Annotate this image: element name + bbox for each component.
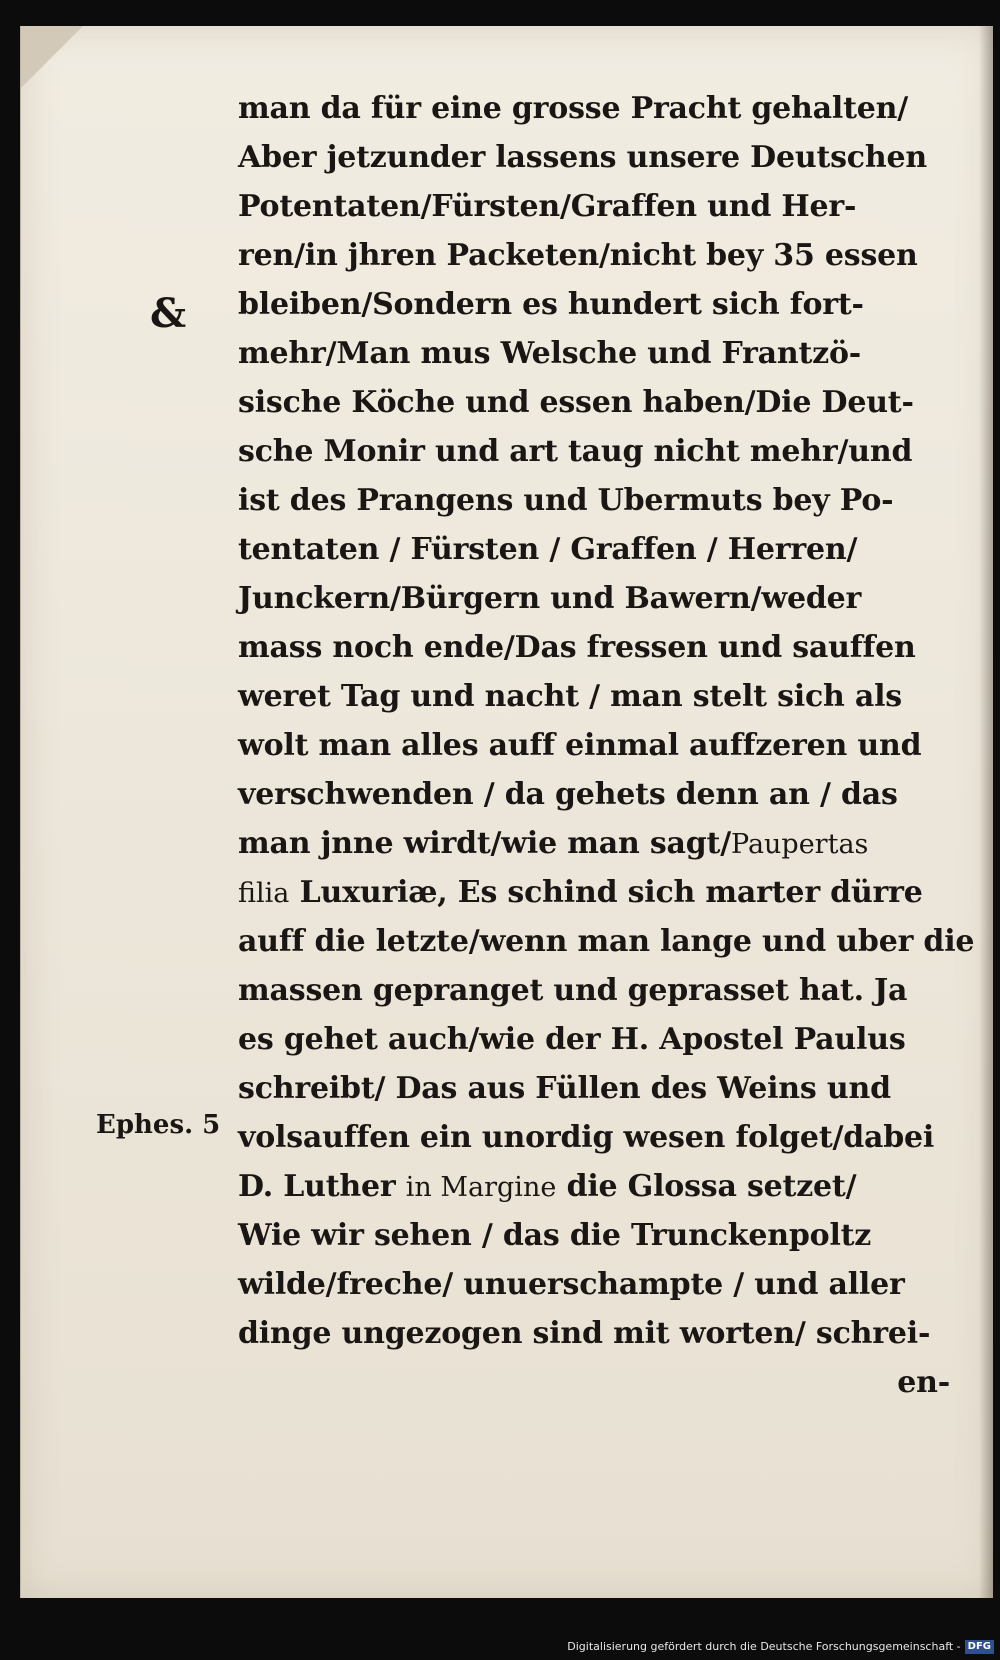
text-block <box>238 84 975 1407</box>
digitization-footer <box>0 1636 1000 1658</box>
text-line-2: Aber jetzunder lassens unsere Deutschen <box>238 140 927 175</box>
text-line-3: Potentaten/Fürsten/Graffen und Her- <box>238 189 857 224</box>
text-line-13: weret Tag und nacht / man stelt sich als <box>238 679 902 714</box>
text-line-8: sche Monir und art taug nicht mehr/und <box>238 434 913 469</box>
dfg-logo: DFG <box>965 1640 994 1654</box>
text-line-24: Wie wir sehen / das die Trunckenpoltz <box>238 1218 872 1253</box>
catchword: en- <box>897 1365 950 1400</box>
text-line-6: mehr/Man mus Welsche und Frantzö- <box>238 336 862 371</box>
text-line-26: dinge ungezogen sind mit worten/ schrei- <box>238 1316 931 1351</box>
text-line-16-fraktur: man jnne wirdt/wie man sagt/ <box>238 826 731 861</box>
text-line-20: es gehet auch/wie der H. Apostel Paulus <box>238 1022 906 1057</box>
text-line-17-fraktur: Luxuriæ, Es schind sich marter dürre <box>299 875 923 910</box>
latin-paupertas: Paupertas <box>730 829 869 860</box>
text-line-14: wolt man alles auff einmal auffzeren und <box>238 728 922 763</box>
footer-text: Digitalisierung gefördert durch die Deutsche Forschungsgemeinschaft - <box>567 1640 961 1653</box>
text-line-23-fraktur: D. Luther <box>238 1169 396 1204</box>
text-line-15: verschwenden / da gehets denn an / das <box>238 777 898 812</box>
text-line-23 <box>238 1162 950 1211</box>
text-line-25: wilde/freche/ unuerschampte / und aller <box>238 1267 905 1302</box>
text-line-21: schreibt/ Das aus Füllen des Weins und <box>238 1071 891 1106</box>
text-line-18: auff die letzte/wenn man lange und uber die <box>238 924 975 959</box>
margin-reference: Ephes. 5 <box>96 1110 221 1140</box>
folded-corner <box>21 26 83 88</box>
text-line-7: sische Köche und essen haben/Die Deut- <box>238 385 914 420</box>
text-line-4: ren/in jhren Packeten/nicht bey 35 essen <box>238 238 918 273</box>
margin-mark: & <box>150 290 187 337</box>
text-line-17 <box>238 868 950 917</box>
text-line-11: Junckern/Bürgern und Bawern/weder <box>238 581 862 616</box>
text-line-10: tentaten / Fürsten / Graffen / Herren/ <box>238 532 858 567</box>
latin-filia: filia <box>238 878 290 909</box>
text-line-22: volsauffen ein unordig wesen folget/dabei <box>238 1120 935 1155</box>
page-spine-shadow <box>979 26 993 1598</box>
text-line-12: mass noch ende/Das fressen und sauffen <box>238 630 916 665</box>
text-line-19: massen gepranget und geprasset hat. Ja <box>238 973 908 1008</box>
text-line-9: ist des Prangens und Ubermuts bey Po- <box>238 483 894 518</box>
text-line-5: bleiben/Sondern es hundert sich fort- <box>238 287 864 322</box>
text-line-1: man da für eine grosse Pracht gehalten/ <box>238 91 908 126</box>
text-line-16 <box>238 819 950 868</box>
text-line-23-tail: die Glossa setzet/ <box>566 1169 857 1204</box>
latin-in-margine: in Margine <box>405 1172 557 1203</box>
